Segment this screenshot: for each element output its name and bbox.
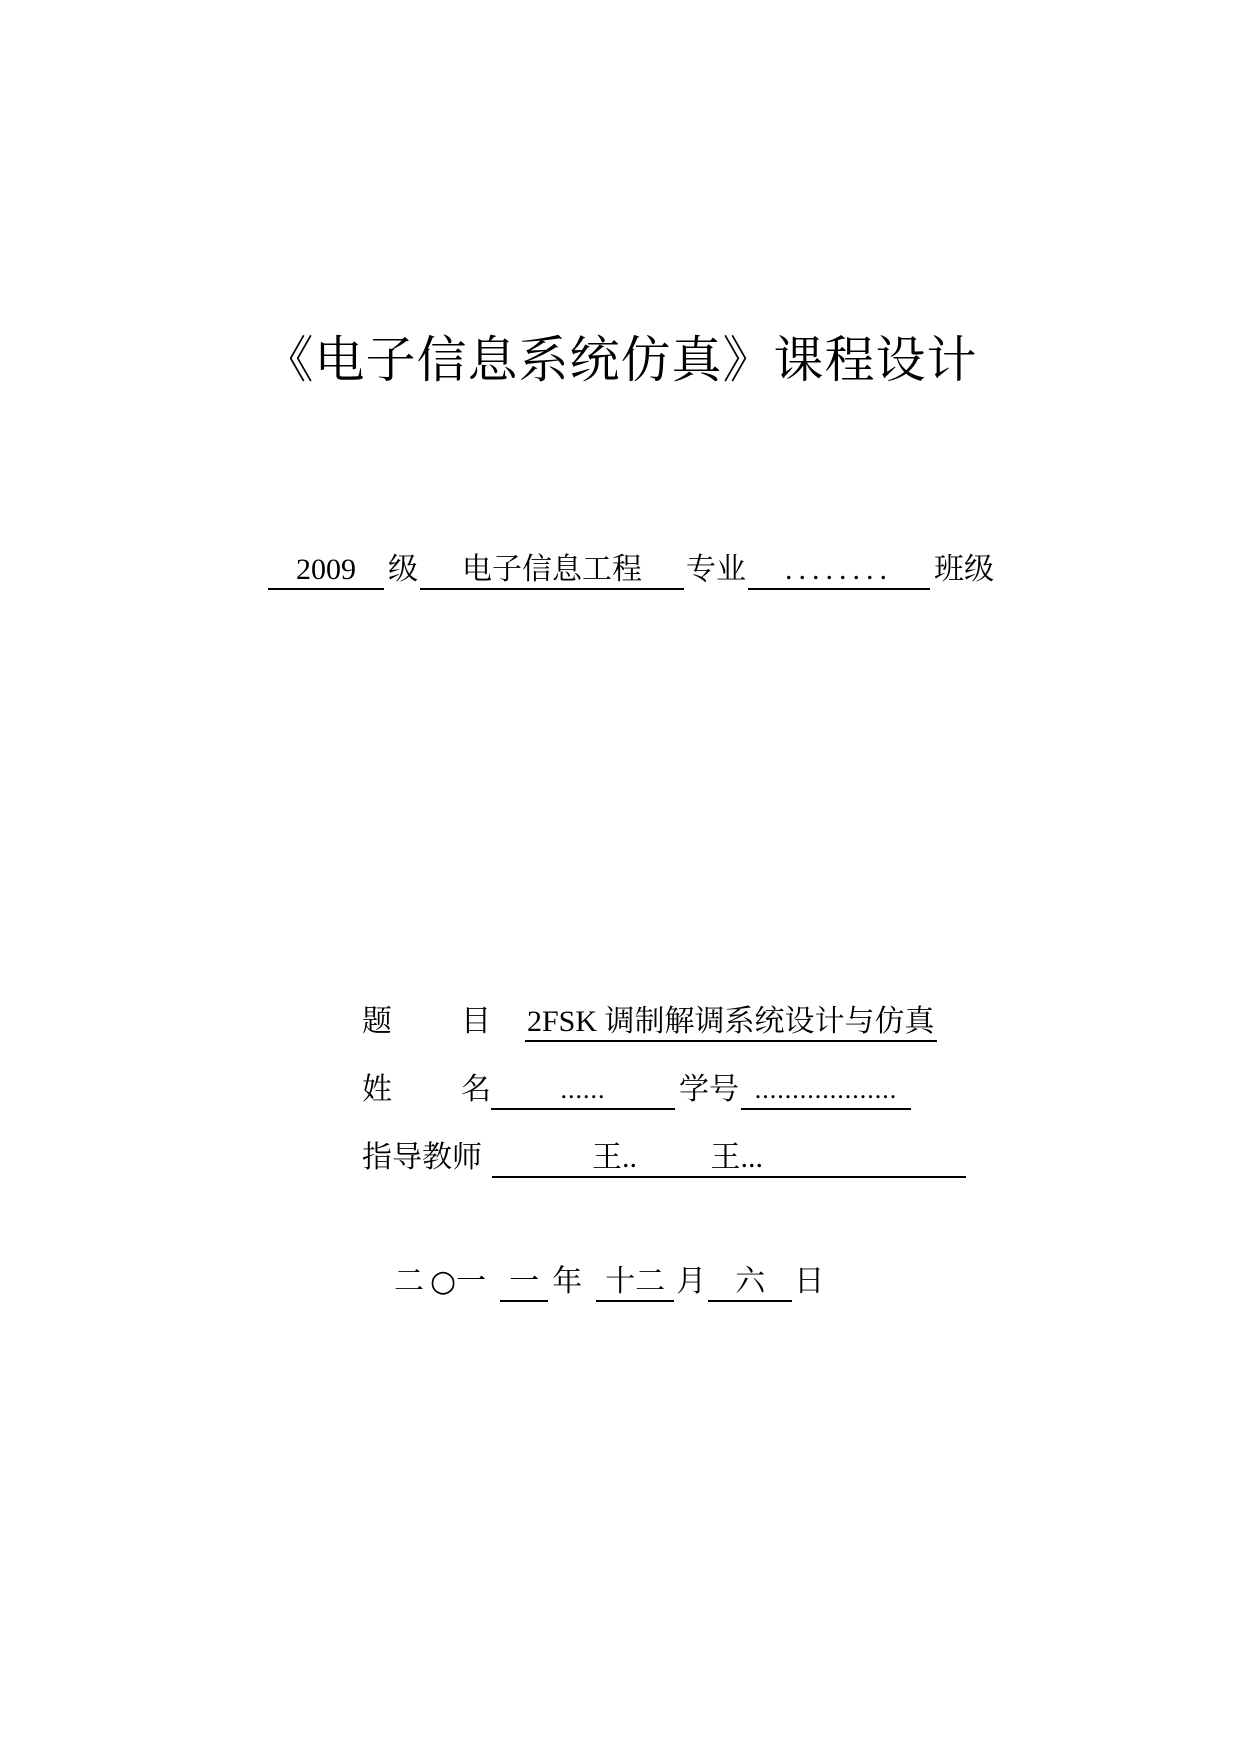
- date-row: [394, 1262, 824, 1302]
- student-id-value: ...................: [741, 1072, 911, 1110]
- date-year-last: 一: [500, 1264, 548, 1302]
- topic-row: [362, 1002, 937, 1042]
- topic-label-2: 目: [461, 1004, 491, 1039]
- document-title: 《电子信息系统仿真》课程设计: [263, 331, 978, 389]
- name-value: ......: [491, 1072, 675, 1110]
- date-year-mid: ○一: [430, 1264, 487, 1299]
- class-line: [268, 550, 994, 590]
- name-label-1: 姓: [362, 1072, 392, 1107]
- topic-label-1: 题: [362, 1004, 392, 1039]
- date-year-label: 年: [552, 1264, 583, 1299]
- date-year-prefix: 二: [394, 1264, 424, 1299]
- advisor-label: 指导教师: [362, 1140, 482, 1175]
- student-id-label: 学号: [679, 1072, 739, 1107]
- major-suffix: 专业: [686, 552, 746, 587]
- year-value: 2009: [268, 552, 384, 590]
- class-suffix: 班级: [934, 552, 994, 587]
- year-suffix: 级: [388, 552, 418, 587]
- date-month-label: 月: [676, 1264, 707, 1299]
- advisor-value-2: 王...: [710, 1141, 764, 1174]
- name-row: [362, 1070, 911, 1110]
- major-value: 电子信息工程: [420, 552, 684, 590]
- topic-value-text: 2FSK 调制解调系统设计与仿真: [527, 1005, 935, 1038]
- date-day-label: 日: [794, 1264, 825, 1299]
- advisor-row: [362, 1138, 966, 1178]
- class-value: ........: [748, 552, 930, 590]
- advisor-value: [492, 1140, 966, 1178]
- date-month: 十二: [596, 1264, 674, 1302]
- date-day: 六: [708, 1264, 792, 1302]
- advisor-value-1: 王..: [592, 1141, 637, 1174]
- topic-value: [525, 1004, 937, 1042]
- name-label-2: 名: [461, 1072, 491, 1107]
